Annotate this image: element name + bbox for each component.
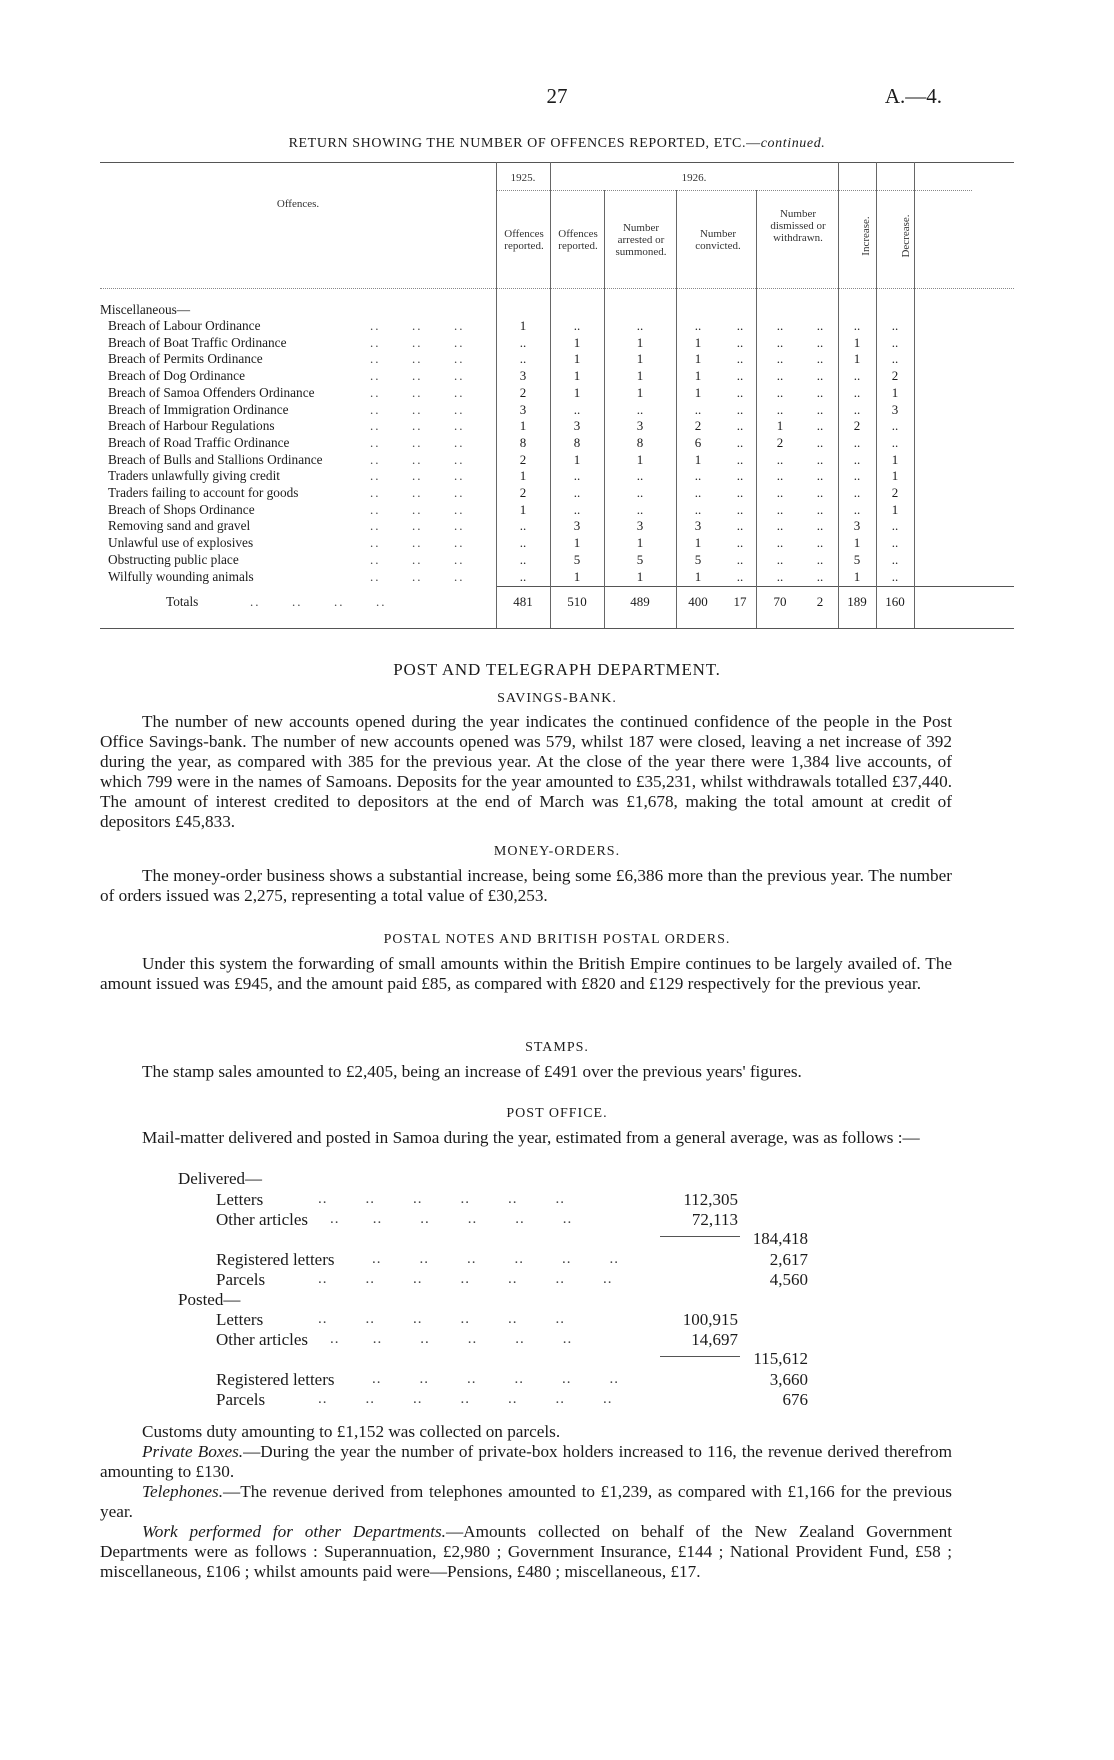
savings-paragraph [100,712,952,832]
posted-reg-value: 3,660 [769,1370,808,1389]
table-cell: 2 [694,418,702,434]
subtotal-rule [660,1356,740,1357]
table-cell: .. [816,535,824,551]
table-cell: .. [776,318,784,333]
table-cell: .. [519,551,527,567]
leader-dots: .. .. .. .. .. .. [372,1371,619,1387]
table-cell: 1 [636,384,644,400]
table-cell: 5 [636,551,644,567]
totals-cell: 189 [847,594,867,609]
delivered-parcels-value: 4,560 [769,1270,808,1289]
table-cell: 1 [694,368,702,384]
stamps-title: STAMPS. [525,1040,589,1055]
col-arrested: Number arrested or summoned. [615,222,667,258]
table-cell: .. [736,451,744,467]
leader-dots: .. .. .. [370,518,465,534]
telephones-paragraph [100,1482,952,1522]
table-cell: .. [891,518,899,534]
table-cell: .. [776,518,784,534]
table-cell: .. [776,334,784,350]
table-cell: .. [776,351,784,367]
table-cell: 1 [636,535,644,551]
col-convicted: Number convicted. [695,228,741,252]
table-cell: 3 [636,418,644,434]
table-cell: 1 [694,451,702,467]
col-divider [496,162,497,628]
delivered-other-label: Other articles [216,1210,309,1229]
table-row-label: Breach of Bulls and Stallions Ordinance [108,451,323,467]
other-departments-paragraph [100,1522,952,1582]
table-row-label: Wilfully wounding animals [108,568,254,584]
table-cell: 1 [694,334,702,350]
table-cell: .. [891,434,899,450]
table-cell: 1 [694,351,702,367]
table-cell: .. [736,551,744,567]
table-row-label: Breach of Samoa Offenders Ordinance [108,384,315,400]
col-divider [756,190,757,628]
table-cell: .. [736,434,744,450]
table-cell: .. [694,468,702,484]
money-orders-paragraph [100,866,952,906]
postal-notes-title: POSTAL NOTES AND BRITISH POSTAL ORDERS. [383,932,731,947]
table-cell: 1 [573,351,581,367]
table-row-label: Unlawful use of explosives [108,535,254,551]
table-cell: .. [736,384,744,400]
table-cell: .. [891,535,899,551]
table-row-label: Breach of Boat Traffic Ordinance [108,334,287,350]
posted-letters-value: 100,915 [682,1310,738,1329]
table-cell: 1 [519,501,527,517]
table-cell: .. [636,401,644,417]
leader-dots: .. .. .. .. .. .. .. [318,1391,613,1407]
table-cell: 1 [636,568,644,584]
table-cell: .. [636,318,644,333]
leader-dots: .. .. .. .. .. .. [330,1211,573,1227]
table-cell: 1 [573,368,581,384]
leader-dots: .. .. .. [370,384,465,400]
customs-paragraph [100,1422,952,1442]
table-cell: 1 [891,468,899,484]
telephones-heading: Telephones. [142,1482,224,1501]
table-cell: 1 [573,334,581,350]
table-cell: .. [573,501,581,517]
other-departments-heading: Work performed for other Departments. [142,1522,446,1541]
post-office-paragraph [100,1128,952,1148]
col-divider [914,162,915,628]
table-cell: 8 [636,434,644,450]
post-office-title: POST OFFICE. [506,1106,608,1121]
table-cell: .. [853,318,861,333]
telephones-text: —The revenue derived from telephones amounted to £1,239, as compared with £1,166 for the previous year. [100,1482,952,1521]
delivered-label: Delivered— [178,1169,263,1188]
table-cell: 2 [519,485,527,500]
page-number: 27 [546,84,568,108]
table-cell: .. [694,485,702,500]
private-boxes-paragraph [100,1442,952,1482]
table-cell: .. [573,318,581,333]
col-divider [838,162,839,628]
table-cell: .. [816,485,824,500]
col-increase: Increase. [860,216,872,256]
table-cell: .. [776,368,784,384]
table-cell: .. [853,501,861,517]
col-divider [604,190,605,628]
section-title: POST AND TELEGRAPH DEPARTMENT. [393,660,721,679]
table-cell: .. [519,568,527,584]
table-cell: 1 [519,418,527,434]
year-rule [496,190,972,191]
table-cell: .. [891,568,899,584]
table-cell: 1 [573,451,581,467]
table-row-label: Traders failing to account for goods [108,485,299,500]
table-cell: .. [736,501,744,517]
table-cell: .. [776,501,784,517]
totals-cell: 481 [513,594,533,609]
table-cell: 2 [519,384,527,400]
delivered-reg-value: 2,617 [769,1250,808,1269]
leader-dots: .. .. .. .. .. .. [330,1331,573,1347]
totals-cell: 510 [567,594,587,609]
table-cell: .. [853,368,861,384]
col-dismissed: Number dismissed or withdrawn. [770,208,826,244]
posted-parcels-label: Parcels [216,1390,266,1409]
table-cell: 3 [694,518,702,534]
table-cell: .. [776,384,784,400]
col-offences-reported-1926: Offences reported. [558,228,598,252]
posted-subtotal: 115,612 [753,1349,808,1368]
leader-dots: .. .. .. .. .. .. [318,1191,565,1207]
col-divider [550,162,551,628]
totals-cell: 160 [885,594,905,609]
table-cell: .. [736,318,744,333]
col-offences-reported-1925: Offences reported. [504,228,544,252]
leader-dots: .. .. .. [370,468,465,484]
table-cell: .. [816,318,824,333]
private-boxes-text: —During the year the number of private-box holders increased to 116, the revenue derived therefrom amounting to £130. [100,1442,952,1481]
table-cell: 2 [891,368,899,384]
posted-reg-label: Registered letters [216,1370,335,1389]
table-cell: 1 [694,535,702,551]
posted-other-value: 14,697 [691,1330,738,1349]
table-cell: 1 [636,351,644,367]
table-cell: 2 [776,434,784,450]
table-cell: .. [816,501,824,517]
postal-notes-text: Under this system the forwarding of small amounts within the British Empire continues to be largely availed of. The amount issued was £945, and the amount paid £85, as compared with £820 and £129 respectively for the previous year. [100,954,952,993]
table-cell: 3 [636,518,644,534]
table-row-label: Breach of Harbour Regulations [108,418,275,434]
table-cell: .. [776,485,784,500]
table-cell: .. [776,568,784,584]
table-cell: .. [519,535,527,551]
leader-dots: .. .. .. [370,485,465,500]
table-row-label: Breach of Immigration Ordinance [108,401,289,417]
table-cell: .. [853,451,861,467]
table-cell: 1 [519,318,527,333]
leader-dots: .. .. .. [370,318,465,333]
table-row-label: Breach of Shops Ordinance [108,501,255,517]
leader-dots: .. .. .. .. .. .. [372,1251,619,1267]
table-cell: 8 [573,434,581,450]
table-cell: .. [816,368,824,384]
table-cell: 3 [573,518,581,534]
table-cell: 1 [636,334,644,350]
postal-notes-paragraph [100,954,952,994]
table-cell: .. [816,551,824,567]
table-cell: .. [816,401,824,417]
delivered-letters-label: Letters [216,1190,264,1209]
table-cell: .. [816,568,824,584]
table-cell: .. [816,468,824,484]
table-cell: 2 [519,451,527,467]
delivered-subtotal: 184,418 [752,1229,808,1248]
delivered-parcels-label: Parcels [216,1270,266,1289]
table-cell: 5 [573,551,581,567]
table-cell: 5 [853,551,861,567]
totals-rule [496,586,1014,587]
posted-parcels-value: 676 [782,1390,808,1409]
table-cell: .. [519,518,527,534]
leader-dots: .. .. .. [370,434,465,450]
table-caption [100,136,1014,152]
table-cell: .. [519,334,527,350]
table-cell: 1 [853,535,861,551]
caption-continued: continued. [760,136,826,151]
leader-dots: .. .. .. [370,451,465,467]
leader-dots: .. .. .. [370,401,465,417]
table-cell: .. [891,318,899,333]
leader-dots: .. .. .. [370,351,465,367]
table-cell: 1 [519,468,527,484]
table-cell: .. [736,568,744,584]
leader-dots: .. .. .. .. .. .. [318,1311,565,1327]
col-divider [676,190,677,628]
table-row-label: Breach of Dog Ordinance [108,368,245,384]
table-cell: .. [573,468,581,484]
table-bottom-rule [100,628,1014,629]
money-orders-title: MONEY-ORDERS. [493,844,621,859]
savings-text: The number of new accounts opened during the year indicates the continued confidence of the people in the Post Office Savings-bank. The number of new accounts opened was 579, whilst 187 were closed, leaving a net increase of 392 during the year, as compared with 385 for the previous year. At the close of the year there were 1,384 live accounts, of which 799 were in the names of Samoans. Deposits for the year amounted to £35,231, whilst withdrawals totalled £37,440. The amount of interest credited to depositors at the end of March was £1,678, making the total amount at credit of depositors £45,833. [100,712,952,831]
table-cell: .. [891,418,899,434]
table-cell: 3 [853,518,861,534]
delivered-letters-value: 112,305 [683,1190,738,1209]
table-cell: .. [776,535,784,551]
table-cell: 1 [694,568,702,584]
leader-dots: .. .. .. [370,334,465,350]
totals-cell: 70 [773,594,787,609]
table-cell: .. [816,384,824,400]
subtotal-rule [660,1236,740,1237]
table-cell: 1 [573,568,581,584]
totals-cell: 489 [630,594,650,609]
table-cell: 1 [776,418,784,434]
caption-main: RETURN SHOWING THE NUMBER OF OFFENCES REPORTED, ETC.— [288,136,761,151]
col-divider [876,162,877,628]
offences-table [100,160,1014,640]
table-cell: 1 [573,535,581,551]
table-cell: .. [816,434,824,450]
leader-dots: .. .. .. .. .. .. .. [318,1271,613,1287]
table-cell: .. [736,351,744,367]
leader-dots: .. .. .. [370,568,465,584]
money-orders-text: The money-order business shows a substantial increase, being some £6,386 more than the previous year. The number of orders issued was 2,275, representing a total value of £30,253. [100,866,952,905]
table-cell: .. [891,334,899,350]
table-cell: .. [891,551,899,567]
table-cell: .. [853,401,861,417]
table-cell: 3 [519,401,527,417]
leader-dots: .. .. .. [370,501,465,517]
table-cell: 1 [891,384,899,400]
table-cell: 1 [853,351,861,367]
stamps-text: The stamp sales amounted to £2,405, being an increase of £491 over the previous years' figures. [142,1062,802,1081]
table-cell: .. [816,451,824,467]
table-cell: .. [853,434,861,450]
table-cell: .. [816,334,824,350]
offences-header: Offences. [276,198,320,210]
table-cell: .. [736,368,744,384]
table-cell: .. [636,468,644,484]
totals-cell: 400 [688,594,708,609]
table-cell: 1 [636,451,644,467]
table-cell: .. [519,351,527,367]
table-cell: 2 [853,418,861,434]
posted-letters-label: Letters [216,1310,264,1329]
leader-dots: .. .. .. [370,551,465,567]
table-cell: 8 [519,434,527,450]
mail-ledger [100,1168,1014,1408]
totals-cell: 17 [733,594,747,609]
totals-cell: 2 [816,594,824,609]
table-cell: .. [736,468,744,484]
table-cell: 5 [694,551,702,567]
posted-other-label: Other articles [216,1330,309,1349]
table-cell: .. [736,518,744,534]
leader-dots: .. .. .. [370,368,465,384]
other-departments-text: —Amounts collected on behalf of the New Zealand Government Departments were as follows : Superannuation, £2,980 ; Government Insurance, £144 ; National Provident Fund, £58 ; miscellaneous, £106 ; whilst amounts paid were—Pensions, £480 ; miscellaneous, £17. [100,1522,952,1581]
leader-dots: .. .. .. [370,535,465,551]
table-cell: 1 [573,384,581,400]
table-row-label: Traders unlawfully giving credit [108,468,280,484]
table-cell: .. [736,418,744,434]
year-1926: 1926. [681,172,707,184]
table-cell: .. [636,501,644,517]
savings-title: SAVINGS-BANK. [497,691,617,706]
table-row-label: Removing sand and gravel [108,518,251,534]
table-cell: .. [694,501,702,517]
year-1925: 1925. [510,172,536,184]
table-row-label: Breach of Road Traffic Ordinance [108,434,290,450]
table-cell: .. [736,535,744,551]
table-row-label: Breach of Permits Ordinance [108,351,263,367]
table-cell: .. [776,468,784,484]
table-cell: .. [891,351,899,367]
table-cell: 6 [694,434,702,450]
table-cell: .. [776,551,784,567]
delivered-other-value: 72,113 [691,1210,738,1229]
group-label: Miscellaneous— [100,302,191,317]
stamps-paragraph [100,1062,952,1082]
table-cell: .. [694,401,702,417]
totals-label: Totals [166,594,199,609]
document-reference: A.—4. [884,84,942,108]
table-cell: .. [694,318,702,333]
table-cell: 2 [891,485,899,500]
table-cell: .. [573,401,581,417]
table-cell: .. [816,418,824,434]
private-boxes-heading: Private Boxes. [142,1442,244,1461]
table-cell: 1 [853,334,861,350]
table-row-label: Breach of Labour Ordinance [108,318,261,333]
table-cell: 3 [519,368,527,384]
table-cell: 1 [694,384,702,400]
table-row-label: Obstructing public place [108,551,239,567]
table-cell: .. [736,485,744,500]
table-cell: 3 [573,418,581,434]
table-cell: .. [573,485,581,500]
post-office-text: Mail-matter delivered and posted in Samoa during the year, estimated from a general average, was as follows :— [142,1128,920,1147]
table-cell: 1 [891,501,899,517]
table-cell: .. [816,518,824,534]
totals-leader-dots: .. .. .. .. [250,594,387,609]
table-cell: 1 [853,568,861,584]
table-cell: .. [776,401,784,417]
posted-label: Posted— [178,1290,241,1309]
table-cell: .. [776,451,784,467]
table-cell: .. [816,351,824,367]
table-cell: 1 [636,368,644,384]
table-cell: .. [853,384,861,400]
table-cell: .. [636,485,644,500]
table-cell: .. [853,485,861,500]
col-decrease: Decrease. [900,214,912,258]
table-cell: 1 [891,451,899,467]
leader-dots: .. .. .. [370,418,465,434]
table-cell: .. [853,468,861,484]
delivered-reg-label: Registered letters [216,1250,335,1269]
table-cell: .. [736,334,744,350]
table-cell: .. [736,401,744,417]
table-cell: 3 [891,401,899,417]
customs-text: Customs duty amounting to £1,152 was collected on parcels. [142,1422,561,1441]
